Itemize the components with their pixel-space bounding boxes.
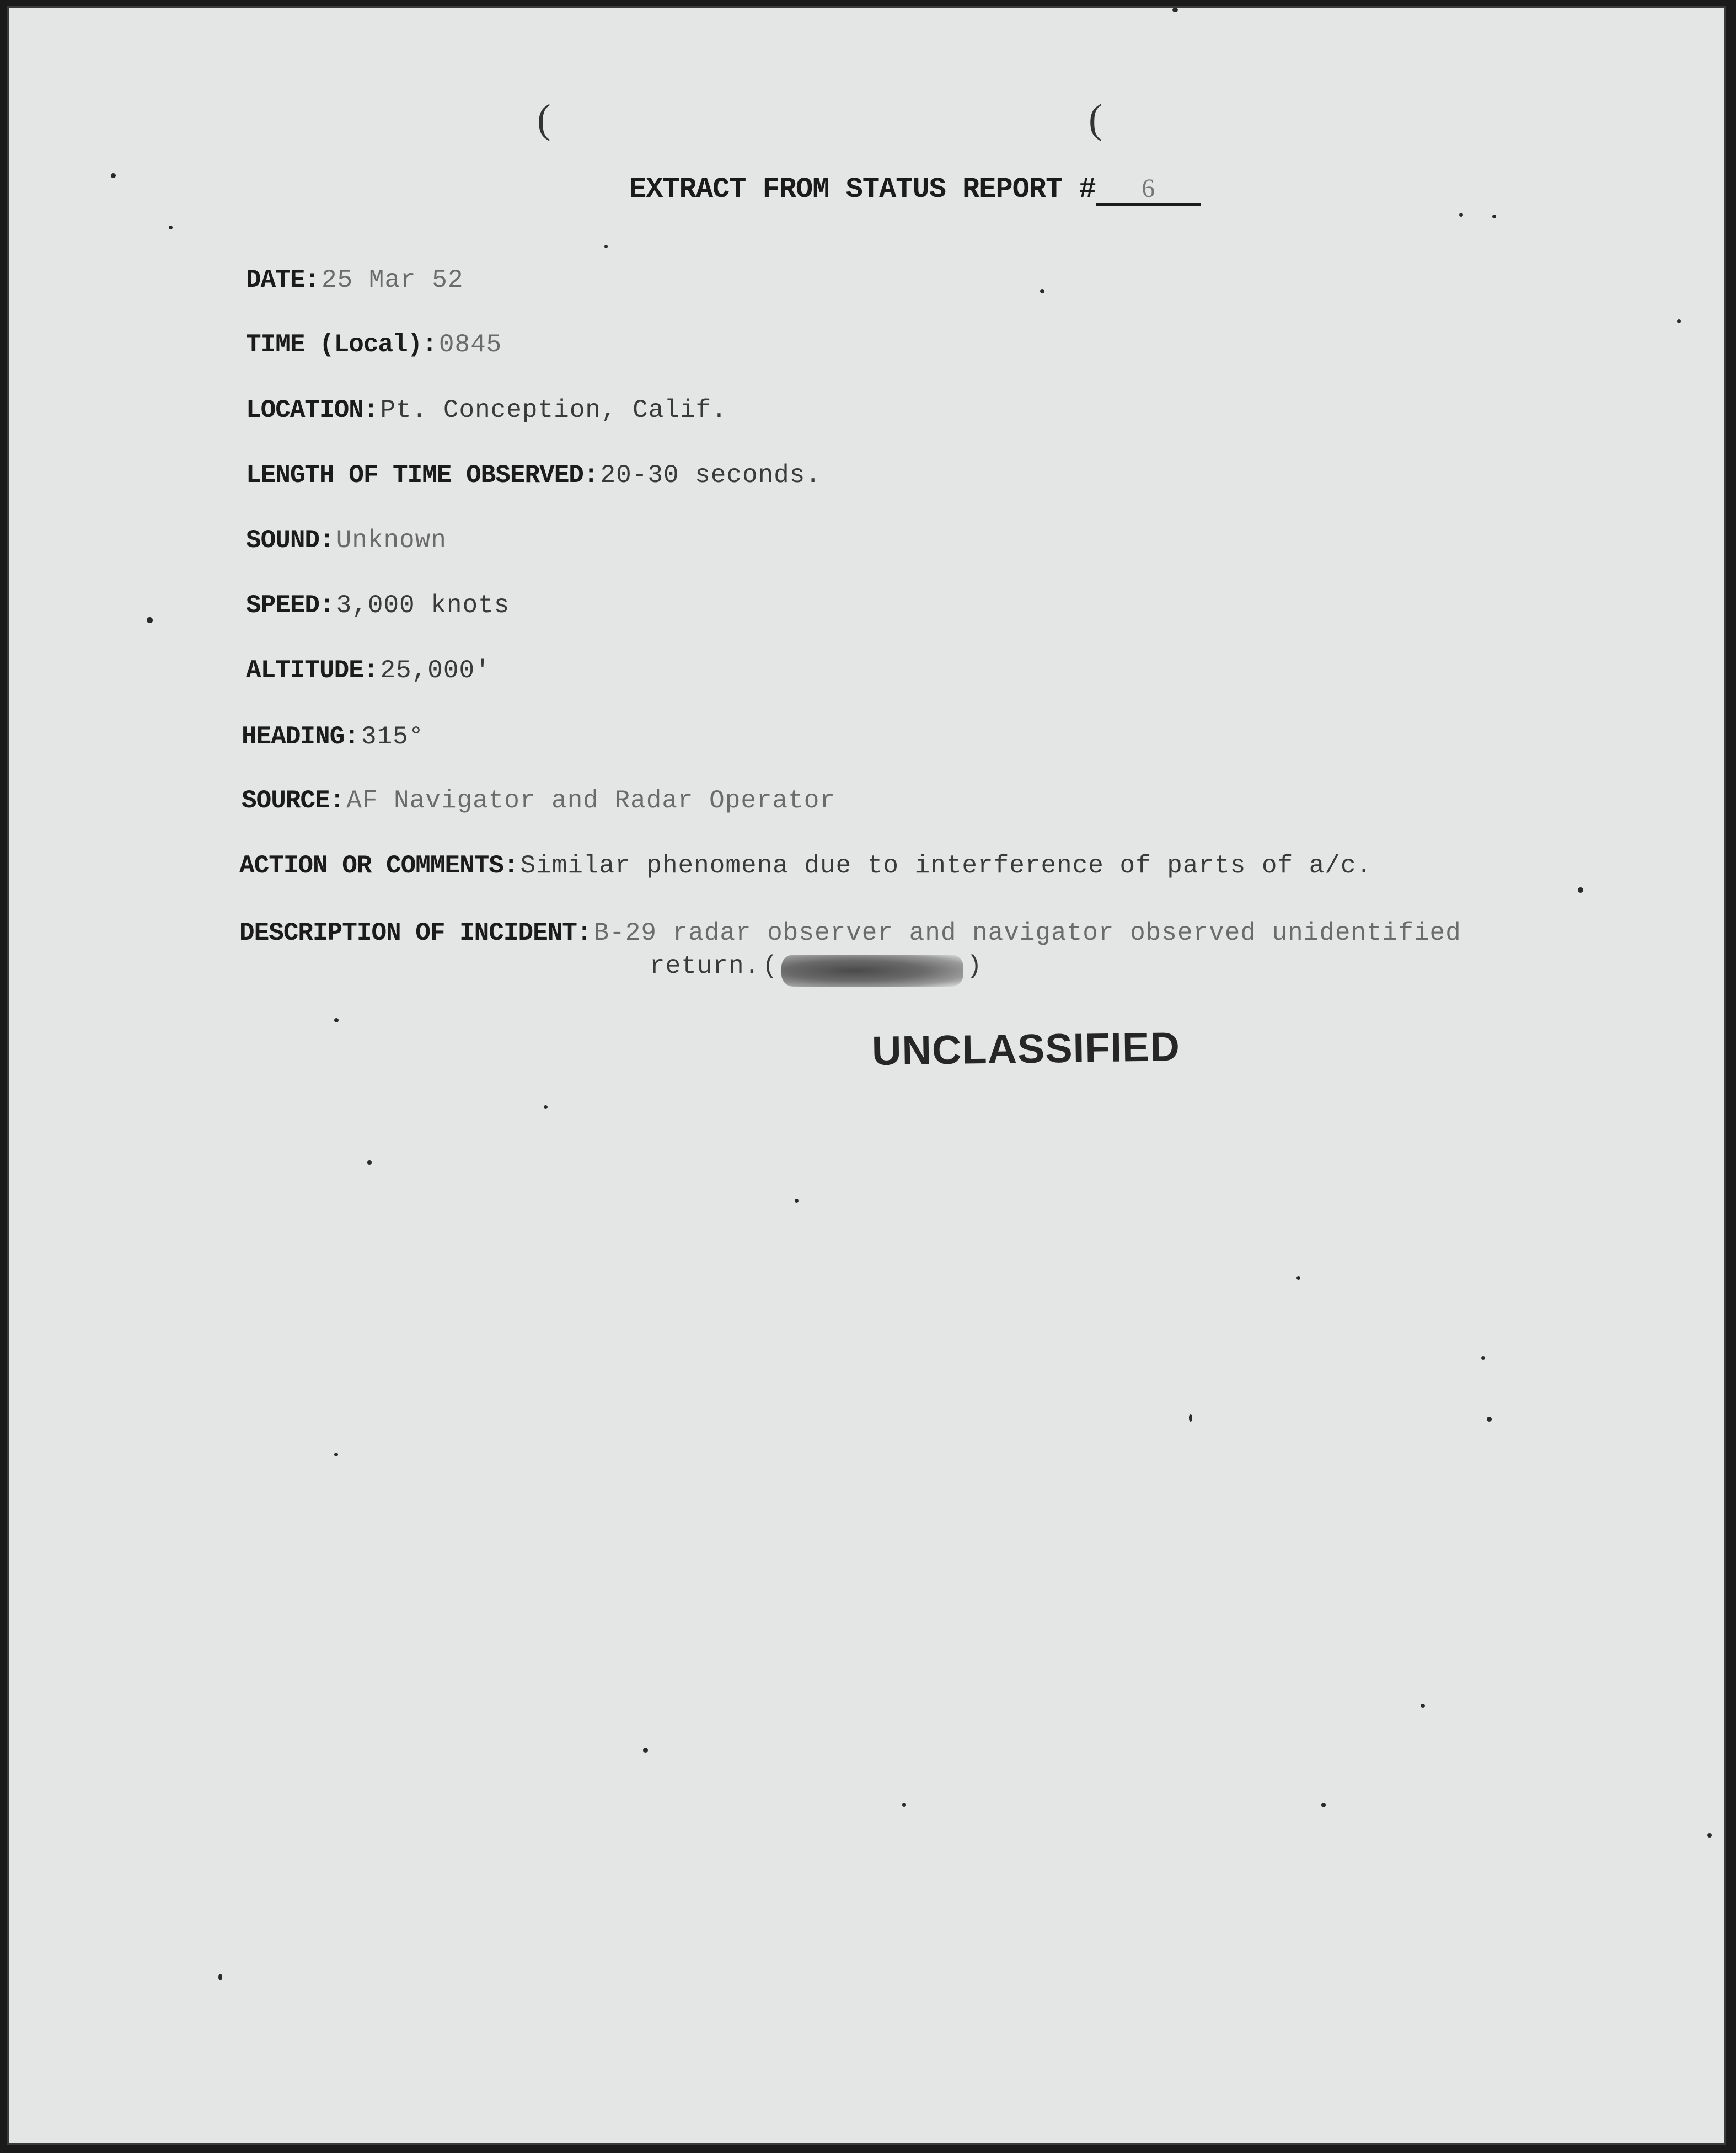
scan-speck — [1578, 887, 1583, 893]
scan-speck — [1040, 289, 1044, 293]
field-value: AF Navigator and Radar Operator — [346, 786, 835, 815]
scan-speck — [1321, 1803, 1326, 1807]
field-speed — [246, 591, 510, 620]
field-altitude — [246, 656, 491, 685]
punch-paren-right: ( — [1089, 97, 1102, 142]
scan-speck — [169, 226, 173, 229]
redaction-paren-open: ( — [762, 952, 778, 981]
scan-speck — [795, 1199, 799, 1203]
scan-speck — [902, 1803, 906, 1807]
field-value: 25,000' — [380, 656, 491, 685]
field-label: DATE: — [246, 266, 320, 294]
field-value: 0845 — [438, 330, 502, 359]
scan-speck — [1677, 319, 1681, 323]
scan-speck — [147, 617, 153, 623]
field-label: SOURCE: — [242, 786, 345, 815]
document-page — [7, 6, 1726, 2145]
scan-speck — [1296, 1276, 1300, 1280]
field-length-of-time — [246, 461, 821, 490]
field-value: Unknown — [336, 526, 447, 555]
document-title — [629, 173, 1201, 206]
field-value: 20-30 seconds. — [600, 461, 821, 490]
field-action-or-comments — [239, 851, 1372, 880]
scan-speck — [643, 1748, 648, 1753]
field-label: DESCRIPTION OF INCIDENT: — [239, 919, 592, 947]
field-label: SOUND: — [246, 526, 334, 555]
scan-speck — [334, 1453, 338, 1456]
scan-speck — [367, 1160, 372, 1165]
field-value: 25 Mar 52 — [322, 266, 464, 294]
field-value: 3,000 knots — [336, 591, 510, 620]
scan-speck — [1481, 1356, 1485, 1360]
field-value: B-29 radar observer and navigator observed unidentified — [593, 919, 1461, 947]
field-value: Pt. Conception, Calif. — [380, 396, 727, 425]
scan-speck — [1492, 215, 1496, 218]
field-label: ACTION OR COMMENTS: — [239, 851, 518, 880]
scan-speck — [1189, 1414, 1192, 1422]
scan-speck — [1707, 1833, 1712, 1838]
report-number: 6 — [1096, 173, 1201, 206]
title-text: EXTRACT FROM STATUS REPORT # — [629, 173, 1096, 206]
field-date — [246, 266, 463, 294]
field-value: 315° — [361, 722, 425, 751]
field-value: Similar phenomena due to interference of parts of a/c. — [520, 851, 1373, 880]
field-sound — [246, 526, 447, 555]
field-time — [246, 330, 502, 359]
field-heading — [242, 722, 424, 751]
redaction-mark — [781, 955, 963, 987]
scan-speck — [218, 1974, 222, 1980]
scan-speck — [334, 1018, 339, 1022]
scan-speck — [1459, 213, 1463, 217]
field-label: TIME (Local): — [246, 330, 437, 359]
scan-speck — [1421, 1704, 1425, 1708]
field-source — [242, 786, 835, 815]
scan-speck — [111, 173, 116, 178]
scan-speck — [544, 1105, 548, 1109]
scan-speck — [1487, 1417, 1492, 1422]
field-label: LENGTH OF TIME OBSERVED: — [246, 461, 598, 490]
classification-stamp: UNCLASSIFIED — [871, 1024, 1181, 1074]
field-label: ALTITUDE: — [246, 656, 378, 685]
field-label: SPEED: — [246, 591, 334, 620]
description-continued-text: return. — [650, 952, 760, 981]
redaction-paren-close: ) — [966, 952, 983, 981]
scan-speck — [604, 245, 608, 248]
field-label: HEADING: — [242, 722, 359, 751]
punch-paren-left: ( — [537, 97, 551, 142]
field-description-of-incident — [239, 919, 1461, 947]
field-label: LOCATION: — [246, 396, 378, 425]
description-continued — [650, 952, 982, 987]
field-location — [246, 396, 727, 425]
scan-speck — [1172, 8, 1178, 12]
